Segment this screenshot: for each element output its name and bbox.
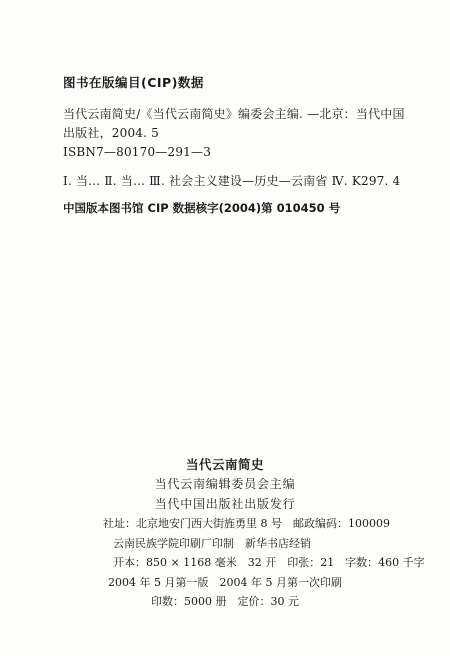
cip-heading: 图书在版编目(CIP)数据	[63, 75, 204, 90]
cip-isbn: ISBN7—80170—291—3	[63, 145, 212, 159]
cip-data-block	[63, 73, 433, 218]
cip-publication-line: 出版社，2004. 5	[63, 126, 160, 140]
edition-info: 2004 年 5 月第一版 2004 年 5 月第一次印刷	[108, 575, 342, 589]
book-title: 当代云南简史	[185, 457, 264, 472]
cip-library-record: 中国版本图书馆 CIP 数据核字(2004)第 010450 号	[63, 201, 341, 215]
print-run-info: 印数：5000 册 定价：30 元	[151, 595, 299, 608]
cip-bibliographic-line: 当代云南简史/《当代云南简史》编委会主编. —北京：当代中国	[63, 107, 405, 121]
format-info: 开本：850 × 1168 毫米 32 开 印张：21 字数：460 千字	[113, 556, 425, 569]
publisher-credit: 当代中国出版社出版发行	[154, 496, 296, 511]
publisher-address: 社址：北京地安门西大街旌勇里 8 号 邮政编码：100009	[103, 517, 390, 530]
editor-credit: 当代云南编辑委员会主编	[154, 477, 296, 491]
colophon-block	[0, 455, 450, 612]
cip-spacer	[63, 162, 433, 172]
printer-info: 云南民族学院印刷厂印制 新华书店经销	[113, 536, 311, 550]
cip-classification: Ⅰ. 当… Ⅱ. 当… Ⅲ. 社会主义建设—历史—云南省 Ⅳ. K297. 4	[63, 174, 401, 188]
